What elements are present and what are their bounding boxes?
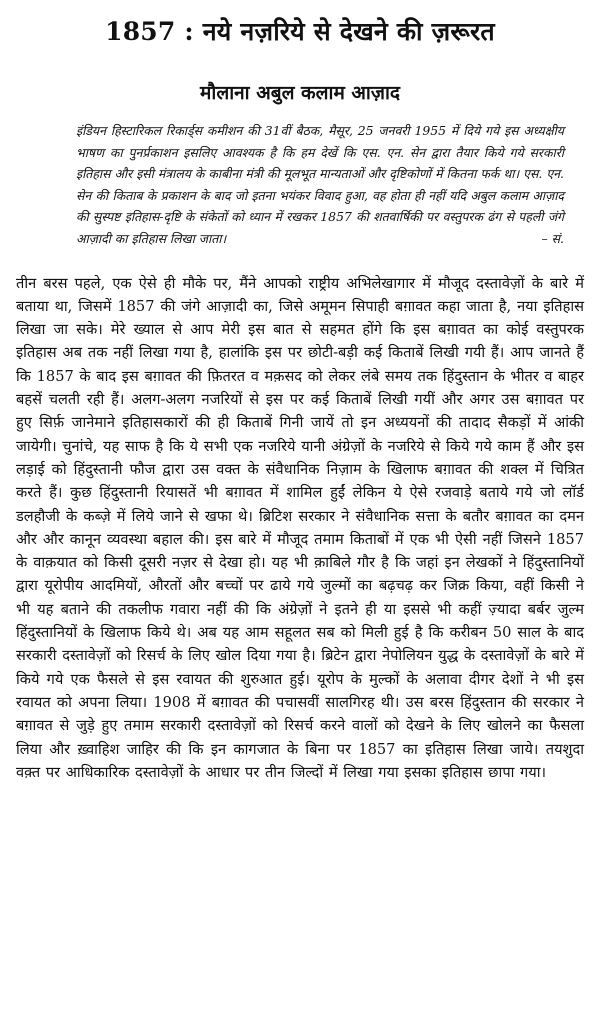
article-title: 1857 : नये नज़रिये से देखने की ज़रूरत [105, 17, 495, 46]
article-author: मौलाना अबुल कलाम आज़ाद [200, 82, 400, 104]
editor-signature: – सं. [541, 230, 564, 246]
editorial-intro-text: इंडियन हिस्टारिकल रिकार्ड्स कमीशन की 31वीं बैठक, मैसूर, 25 जनवरी 1955 में दिये गये इस अध्यक्षीय भाषण का पुनर्प्रकाशन इसलिए आवश्यक है कि हम देखें कि एस. एन. सेन द्वारा तैयार किये गये सरकारी इतिहास और इसी मंत्रालय के काबीना मंत्री की मूलभूत मान्यताओं और दृष्टिकोणों में कितना फर्क था। एस. एन. सेन की किताब के प्रकाशन के बाद जो इतना भयंकर विवाद हुआ, वह होता ही नहीं यदि अबुल कलाम आज़ाद की सुस्पष्ट इतिहास-दृष्टि के संकेतों को ध्यान में रखकर 1857 की शतवार्षिकी पर वस्तुपरक ढंग से पहली जंगे आज़ादी का इतिहास लिखा जाता। [76, 123, 564, 246]
editorial-intro [76, 120, 564, 250]
article-body: तीन बरस पहले, एक ऐसे ही मौके पर, मैंने आपको राष्ट्रीय अभिलेखागार में मौजूद दस्तावेज़ों के बारे में बताया था, जिसमें 1857 की जंगे आज़ादी का, जिसे अमूमन सिपाही बग़ावत कहा जाता है, नया इतिहास लिखा जा सके। मेरे ख्याल से आप मेरी इस बात से सहमत होंगे कि इस बग़ावत का कोई वस्तुपरक इतिहास अब तक नहीं लिखा गया है, हालांकि इस पर छोटी-बड़ी कई किताबें लिखी गयी हैं। आप जानते हैं कि 1857 के बाद इस बग़ावत की फ़ितरत व मक़सद को लेकर लंबे समय तक हिंदुस्तान के भीतर व बाहर बहसें चलती रही हैं। अलग-अलग नजरियों से इस पर कई किताबें लिखी गयीं और अगर उस बग़ावत पर हुए सिर्फ़ जानेमाने इतिहासकारों की ही किताबें गिनी जायें तो इन अध्ययनों की तादाद सैकड़ों में आंकी जायेगी। चुनांचे, यह साफ है कि ये सभी एक नजरिये यानी अंग्रेज़ों के नजरिये से किये गये काम हैं और इस लड़ाई को हिंदुस्तानी फौज द्वारा उस वक्त के संवैधानिक निज़ाम के खिलाफ बग़ावत की शक्ल में चित्रित करते हैं। कुछ हिंदुस्तानी रियासतें भी बग़ावत में शामिल हुईं लेकिन ये ऐसे रजवाड़े बताये गये जो लॉर्ड डलहौजी के कब्ज़े में लिये जाने से खफा थे। ब्रिटिश सरकार ने संवैधानिक सत्ता के बतौर बग़ावत का दमन और और कानून व्यवस्था बहाल की। इस बारे में मौजूद तमाम किताबों में एक भी ऐसी नहीं जिसने 1857 के वाक़यात को किसी दूसरी नज़र से देखा हो। यह भी क़ाबिले गौर है कि जहां इन लेखकों ने हिंदुस्तानियों द्वारा यूरोपीय आदमियों, औरतों और बच्चों पर ढाये गये जुल्मों का बढ़चढ़ कर जिक्र किया, वहीं किसी ने भी यह बताने की तकलीफ गवारा नहीं की कि अंग्रेज़ों ने इतने ही या इससे भी कहीं ज़्यादा बर्बर जुल्म हिंदुस्तानियों के खिलाफ किये थे। अब यह आम सहूलत सब को मिली हुई है कि करीबन 50 साल के बाद सरकारी दस्तावेज़ों को रिसर्च के लिए खोल दिया गया है। ब्रिटेन द्वारा नेपोलियन युद्ध के दस्तावेज़ों के बारे में किये गये एक फैसले से इस रवायत की शुरुआत हुई। यूरोप के मुल्कों के अलावा दीगर देशों ने भी इस रवायत को अपना लिया। 1908 में बग़ावत की पचासवीं सालगिरह थी। उस बरस हिंदुस्तान की सरकार ने बग़ावत से जुड़े हुए तमाम सरकारी दस्तावेज़ों को रिसर्च करने वालों को देखने के लिए खोलने का फैसला लिया और ख़्वाहिश जाहिर की कि इन कागजात के बिना पर 1857 का इतिहास लिखा जाये। तयशुदा वक़्त पर आधिकारिक दस्तावेज़ों के आधार पर तीन जिल्दों में लिखा गया इसका इतिहास छापा गया। [16, 274, 584, 781]
